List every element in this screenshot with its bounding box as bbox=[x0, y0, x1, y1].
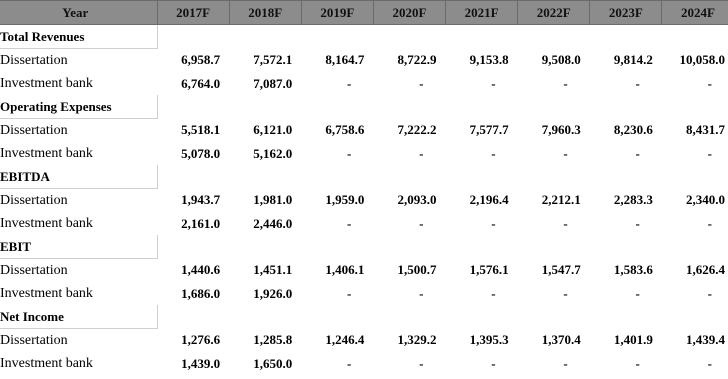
value-cell: 1,650.0 bbox=[253, 355, 293, 371]
value-cell: - bbox=[419, 285, 424, 301]
header-row bbox=[0, 1, 728, 25]
value-cell: 1,439.4 bbox=[686, 332, 725, 348]
value-cell: 1,370.4 bbox=[541, 332, 581, 348]
value-cell: - bbox=[707, 285, 712, 301]
value-cell: - bbox=[491, 215, 496, 231]
value-cell: 2,283.3 bbox=[613, 192, 653, 208]
section-spacer bbox=[157, 165, 728, 189]
row-label: Dissertation bbox=[0, 192, 68, 208]
value-cell: 8,230.6 bbox=[613, 122, 653, 138]
value-cell: 8,431.7 bbox=[686, 122, 725, 138]
value-cell: 2,161.0 bbox=[181, 215, 221, 231]
table-row bbox=[0, 352, 728, 375]
value-cell: - bbox=[347, 145, 352, 161]
value-cell: - bbox=[563, 215, 568, 231]
value-cell: - bbox=[491, 355, 496, 371]
value-cell: - bbox=[491, 285, 496, 301]
value-cell: - bbox=[635, 145, 640, 161]
value-cell: 1,686.0 bbox=[181, 285, 221, 301]
value-cell: - bbox=[419, 75, 424, 91]
row-label: Dissertation bbox=[0, 262, 68, 278]
section-spacer bbox=[157, 25, 728, 49]
row-label: Investment bank bbox=[0, 145, 93, 161]
value-cell: 8,164.7 bbox=[325, 52, 365, 68]
section-row bbox=[0, 165, 728, 189]
value-cell: 1,285.8 bbox=[253, 332, 293, 348]
value-cell: 8,722.9 bbox=[397, 52, 437, 68]
value-cell: 6,121.0 bbox=[253, 122, 293, 138]
value-cell: - bbox=[491, 75, 496, 91]
header-year: 2024F bbox=[662, 1, 728, 25]
value-cell: - bbox=[635, 355, 640, 371]
section-row bbox=[0, 235, 728, 259]
value-cell: 7,577.7 bbox=[469, 122, 509, 138]
value-cell: 1,583.6 bbox=[613, 262, 653, 278]
value-cell: - bbox=[347, 355, 352, 371]
header-year: 2021F bbox=[446, 1, 518, 25]
table-row bbox=[0, 212, 728, 235]
value-cell: 1,440.6 bbox=[181, 262, 221, 278]
value-cell: - bbox=[347, 285, 352, 301]
value-cell: 1,329.2 bbox=[397, 332, 437, 348]
table-row bbox=[0, 329, 728, 353]
value-cell: 7,222.2 bbox=[397, 122, 437, 138]
section-row bbox=[0, 95, 728, 119]
value-cell: 6,758.6 bbox=[325, 122, 365, 138]
value-cell: - bbox=[707, 355, 712, 371]
value-cell: - bbox=[563, 145, 568, 161]
row-label: Investment bank bbox=[0, 215, 93, 231]
row-label: Investment bank bbox=[0, 285, 93, 301]
value-cell: 9,508.0 bbox=[541, 52, 581, 68]
table-row bbox=[0, 189, 728, 213]
value-cell: 1,451.1 bbox=[253, 262, 293, 278]
value-cell: 1,547.7 bbox=[541, 262, 581, 278]
value-cell: - bbox=[635, 75, 640, 91]
header-year: 2022F bbox=[518, 1, 590, 25]
value-cell: 6,764.0 bbox=[181, 75, 221, 91]
table-row bbox=[0, 282, 728, 305]
table-row bbox=[0, 49, 728, 73]
value-cell: 1,246.4 bbox=[325, 332, 365, 348]
row-label: Dissertation bbox=[0, 122, 68, 138]
value-cell: - bbox=[347, 215, 352, 231]
row-label: Dissertation bbox=[0, 332, 68, 348]
value-cell: 1,926.0 bbox=[253, 285, 293, 301]
value-cell: - bbox=[635, 285, 640, 301]
value-cell: - bbox=[635, 215, 640, 231]
row-label: Dissertation bbox=[0, 52, 68, 68]
value-cell: - bbox=[491, 145, 496, 161]
value-cell: 2,446.0 bbox=[253, 215, 293, 231]
value-cell: 1,276.6 bbox=[181, 332, 221, 348]
table-row bbox=[0, 142, 728, 165]
section-row bbox=[0, 25, 728, 49]
value-cell: 5,078.0 bbox=[181, 145, 221, 161]
value-cell: 1,576.1 bbox=[469, 262, 509, 278]
value-cell: 1,406.1 bbox=[325, 262, 365, 278]
section-spacer bbox=[157, 305, 728, 329]
value-cell: - bbox=[707, 215, 712, 231]
section-row bbox=[0, 305, 728, 329]
row-label: Investment bank bbox=[0, 75, 93, 91]
value-cell: - bbox=[707, 145, 712, 161]
table-row bbox=[0, 72, 728, 95]
value-cell: 1,959.0 bbox=[325, 192, 365, 208]
section-spacer bbox=[157, 235, 728, 259]
section-title: EBITDA bbox=[0, 165, 157, 189]
header-year: 2020F bbox=[373, 1, 445, 25]
value-cell: 6,958.7 bbox=[181, 52, 221, 68]
value-cell: 7,087.0 bbox=[253, 75, 293, 91]
row-label: Investment bank bbox=[0, 355, 93, 371]
header-year: 2019F bbox=[301, 1, 373, 25]
value-cell: - bbox=[419, 215, 424, 231]
value-cell: 9,153.8 bbox=[469, 52, 509, 68]
table-body bbox=[0, 25, 728, 376]
value-cell: 10,058.0 bbox=[679, 52, 725, 68]
section-title: Total Revenues bbox=[0, 25, 157, 49]
header-year: 2023F bbox=[590, 1, 662, 25]
value-cell: 1,395.3 bbox=[469, 332, 509, 348]
section-title: EBIT bbox=[0, 235, 157, 259]
value-cell: 5,518.1 bbox=[181, 122, 221, 138]
value-cell: 1,500.7 bbox=[397, 262, 437, 278]
value-cell: 7,572.1 bbox=[253, 52, 293, 68]
value-cell: 1,439.0 bbox=[181, 355, 221, 371]
value-cell: 1,401.9 bbox=[613, 332, 653, 348]
table-row bbox=[0, 119, 728, 143]
value-cell: 2,093.0 bbox=[397, 192, 437, 208]
value-cell: - bbox=[563, 355, 568, 371]
value-cell: 7,960.3 bbox=[541, 122, 581, 138]
value-cell: - bbox=[563, 75, 568, 91]
value-cell: - bbox=[563, 285, 568, 301]
header-year-label: Year bbox=[0, 1, 157, 25]
value-cell: 1,626.4 bbox=[686, 262, 725, 278]
section-title: Operating Expenses bbox=[0, 95, 157, 119]
value-cell: 5,162.0 bbox=[253, 145, 293, 161]
value-cell: 1,943.7 bbox=[181, 192, 221, 208]
value-cell: 2,212.1 bbox=[541, 192, 581, 208]
table-row bbox=[0, 259, 728, 283]
value-cell: 1,981.0 bbox=[253, 192, 293, 208]
value-cell: - bbox=[347, 75, 352, 91]
value-cell: 9,814.2 bbox=[613, 52, 653, 68]
value-cell: - bbox=[707, 75, 712, 91]
value-cell: - bbox=[419, 145, 424, 161]
value-cell: 2,196.4 bbox=[469, 192, 509, 208]
section-spacer bbox=[157, 95, 728, 119]
value-cell: - bbox=[419, 355, 424, 371]
header-year: 2017F bbox=[157, 1, 229, 25]
header-year: 2018F bbox=[229, 1, 301, 25]
section-title: Net Income bbox=[0, 305, 157, 329]
value-cell: 2,340.0 bbox=[686, 192, 725, 208]
